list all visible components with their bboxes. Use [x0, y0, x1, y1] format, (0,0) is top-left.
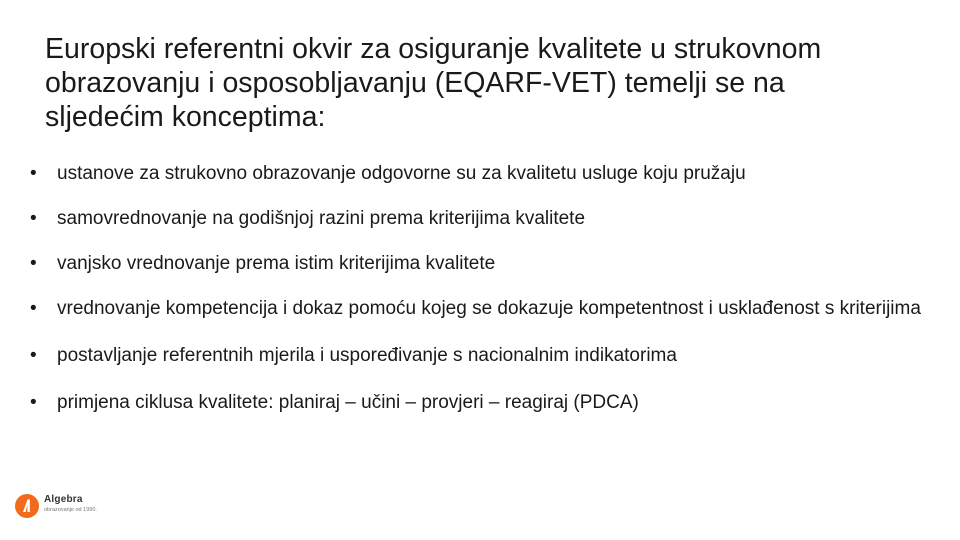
bullet-marker: • [30, 253, 37, 274]
algebra-logo-icon [14, 493, 40, 519]
bullet-text: ustanove za strukovno obrazovanje odgovorne su za kvalitetu usluge koju pružaju [57, 163, 746, 184]
bullet-marker: • [30, 208, 37, 229]
slide-title: Europski referentni okvir za osiguranje kvalitete u strukovnom obrazovanju i osposobljavanju (EQARF-VET) temelji se na sljedećim konceptima: [45, 33, 822, 133]
logo-name: Algebra [44, 494, 83, 505]
bullet-list [30, 160, 940, 412]
list-item [30, 347, 940, 365]
bullet-marker: • [30, 163, 37, 184]
bullet-text: vanjsko vrednovanje prema istim kriterijima kvalitete [57, 253, 496, 274]
list-item [30, 165, 940, 183]
bullet-marker: • [30, 345, 37, 366]
algebra-logo [14, 493, 104, 519]
list-item [30, 300, 940, 318]
bullet-text: primjena ciklusa kvalitete: planiraj – učini – provjeri – reagiraj (PDCA) [57, 392, 639, 413]
list-item [30, 255, 940, 273]
bullet-marker: • [30, 298, 37, 319]
bullet-text: vrednovanje kompetencija i dokaz pomoću kojeg se dokazuje kompetentnost i usklađenost s kriterijima [57, 298, 921, 319]
bullet-text: postavljanje referentnih mjerila i uspoređivanje s nacionalnim indikatorima [57, 345, 677, 366]
bullet-marker: • [30, 392, 37, 413]
list-item [30, 394, 940, 412]
logo-tagline: obrazovanje od 1990. [44, 507, 97, 513]
list-item [30, 210, 940, 228]
bullet-text: samovrednovanje na godišnjoj razini prema kriterijima kvalitete [57, 208, 586, 229]
